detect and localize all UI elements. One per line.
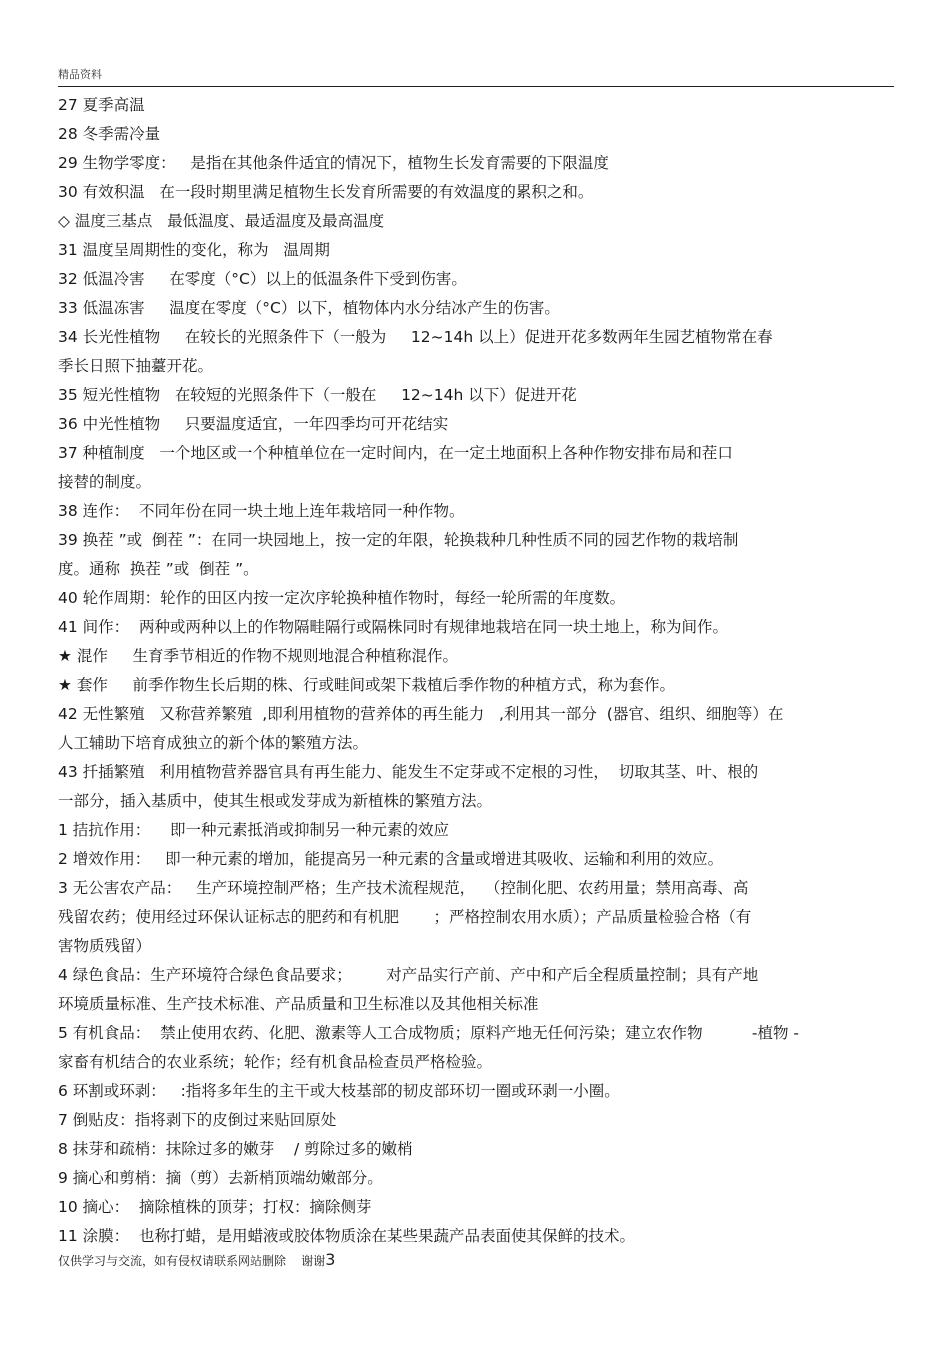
page-footer bbox=[58, 1250, 335, 1269]
text-line: 环境质量标准、生产技术标准、产品质量和卫生标准以及其他相关标准 bbox=[58, 995, 539, 1013]
text-line: 残留农药；使用经过环保认证标志的肥药和有机肥 ；严格控制农用水质）；产品质量检验合格（有 bbox=[58, 908, 752, 926]
text-line: 8 抹芽和疏梢：抹除过多的嫩芽 / 剪除过多的嫩梢 bbox=[58, 1140, 413, 1158]
text-line: 家畜有机结合的农业系统；轮作；经有机食品检查员严格检验。 bbox=[58, 1053, 493, 1071]
text-line: 28 冬季需冷量 bbox=[58, 125, 161, 143]
text-line: ★ 混作 生育季节相近的作物不规则地混合种植称混作。 bbox=[58, 647, 458, 665]
text-line: 11 涂膜： 也称打蜡，是用蜡液或胶体物质涂在某些果蔬产品表面使其保鲜的技术。 bbox=[58, 1227, 636, 1245]
text-line: 34 长光性植物 在较长的光照条件下（一般为 12~14h 以上）促进开花多数两年生园艺植物常在春 bbox=[58, 328, 773, 346]
text-line: 接替的制度。 bbox=[58, 473, 152, 491]
text-line: ★ 套作 前季作物生长后期的株、行或畦间或架下栽植后季作物的种植方式，称为套作。 bbox=[58, 676, 675, 694]
text-line: 5 有机食品： 禁止使用农药、化肥、激素等人工合成物质；原料产地无任何污染；建立农作物 -植物 - bbox=[58, 1024, 800, 1042]
text-line: 4 绿色食品：生产环境符合绿色食品要求； 对产品实行产前、产中和产后全程质量控制；具有产地 bbox=[58, 966, 759, 984]
footer-text: 仅供学习与交流，如有侵权请联系网站删除 谢谢 bbox=[58, 1254, 326, 1268]
text-line: 42 无性繁殖 又称营养繁殖 ,即利用植物的营养体的再生能力 ,利用其一部分 (器官、组织、细胞等）在 bbox=[58, 705, 784, 723]
text-line: 6 环割或环剥： :指将多年生的主干或大枝基部的韧皮部环切一圈或环剥一小圈。 bbox=[58, 1082, 620, 1100]
text-line: 2 增效作用： 即一种元素的增加，能提高另一种元素的含量或增进其吸收、运输和利用的效应。 bbox=[58, 850, 724, 868]
header-divider bbox=[58, 86, 894, 87]
text-line: 人工辅助下培育成独立的新个体的繁殖方法。 bbox=[58, 734, 369, 752]
text-line: 27 夏季高温 bbox=[58, 96, 145, 114]
text-line: 一部分，插入基质中，使其生根或发芽成为新植株的繁殖方法。 bbox=[58, 792, 493, 810]
text-line: 37 种植制度 一个地区或一个种植单位在一定时间内，在一定土地面积上各种作物安排布局和茬口 bbox=[58, 444, 733, 462]
text-line: 度。通称 换茬 ”或 倒茬 ”。 bbox=[58, 560, 259, 578]
text-line: 39 换茬 ”或 倒茬 ”：在同一块园地上，按一定的年限，轮换栽种几种性质不同的园艺作物的栽培制 bbox=[58, 531, 739, 549]
text-line: 1 拮抗作用： 即一种元素抵消或抑制另一种元素的效应 bbox=[58, 821, 449, 839]
text-line: 害物质残留） bbox=[58, 937, 152, 955]
text-line: 10 摘心： 摘除植株的顶芽；打权：摘除侧芽 bbox=[58, 1198, 372, 1216]
page-header-title: 精品资料 bbox=[58, 68, 102, 81]
text-line: 季长日照下抽薹开花。 bbox=[58, 357, 214, 375]
text-line: ◇ 温度三基点 最低温度、最适温度及最高温度 bbox=[58, 212, 385, 230]
text-line: 38 连作： 不同年份在同一块土地上连年栽培同一种作物。 bbox=[58, 502, 465, 520]
text-line: 31 温度呈周期性的变化，称为 温周期 bbox=[58, 241, 330, 259]
text-line: 41 间作： 两种或两种以上的作物隔畦隔行或隔株同时有规律地栽培在同一块土地上，称为间作。 bbox=[58, 618, 729, 636]
page-number: 3 bbox=[325, 1250, 336, 1269]
text-line: 43 扦插繁殖 利用植物营养器官具有再生能力、能发生不定芽或不定根的习性， 切取其茎、叶、根的 bbox=[58, 763, 759, 781]
text-line: 36 中光性植物 只要温度适宜，一年四季均可开花结实 bbox=[58, 415, 449, 433]
text-line: 33 低温冻害 温度在零度（°C）以下，植物体内水分结冰产生的伤害。 bbox=[58, 299, 560, 317]
text-line: 3 无公害农产品： 生产环境控制严格；生产技术流程规范， （控制化肥、农药用量；禁用高毒、高 bbox=[58, 879, 749, 897]
text-line: 35 短光性植物 在较短的光照条件下（一般在 12~14h 以下）促进开花 bbox=[58, 386, 577, 404]
text-line: 40 轮作周期：轮作的田区内按一定次序轮换种植作物时，每经一轮所需的年度数。 bbox=[58, 589, 626, 607]
text-line: 7 倒贴皮：指将剥下的皮倒过来贴回原处 bbox=[58, 1111, 337, 1129]
text-line: 29 生物学零度： 是指在其他条件适宜的情况下，植物生长发育需要的下限温度 bbox=[58, 154, 609, 172]
document-body bbox=[58, 91, 894, 1251]
text-line: 32 低温冷害 在零度（°C）以上的低温条件下受到伤害。 bbox=[58, 270, 467, 288]
text-line: 30 有效积温 在一段时期里满足植物生长发育所需要的有效温度的累积之和。 bbox=[58, 183, 594, 201]
text-line: 9 摘心和剪梢：摘（剪）去新梢顶端幼嫩部分。 bbox=[58, 1169, 383, 1187]
